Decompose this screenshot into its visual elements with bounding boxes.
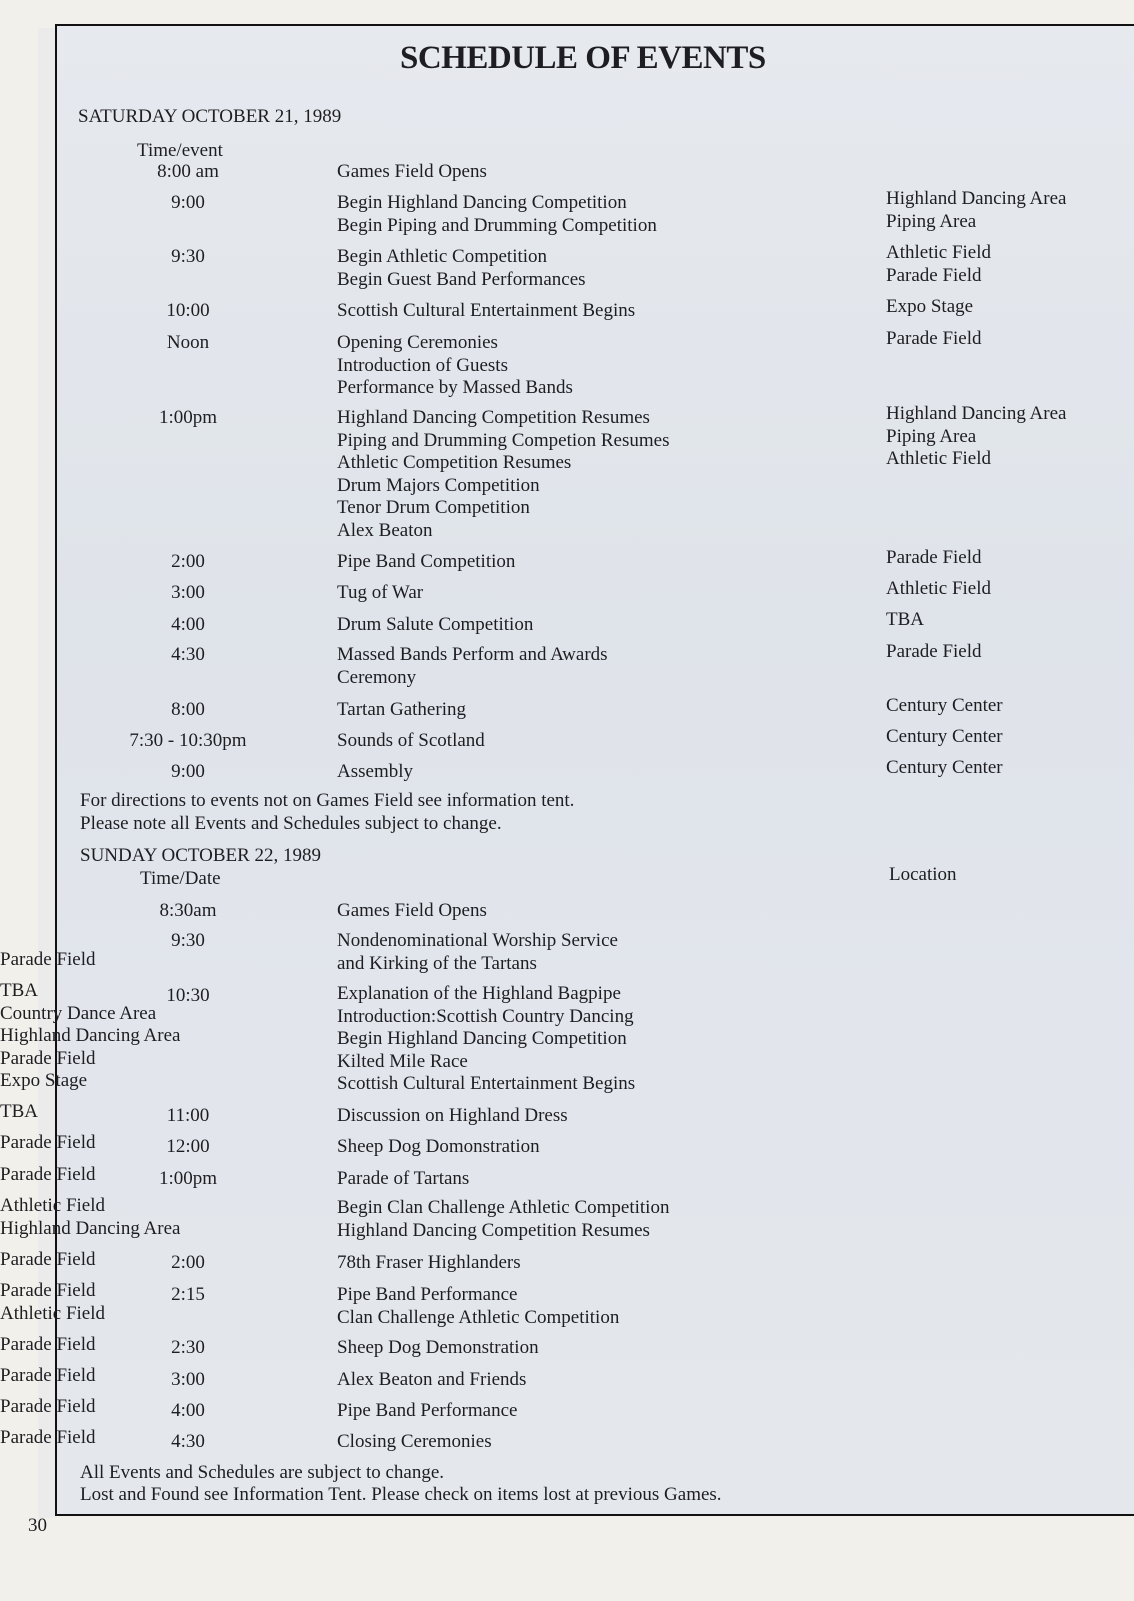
event-location: Highland Dancing Area: [0, 1217, 181, 1239]
event-name: Ceremony: [337, 666, 417, 688]
sunday-heading: SUNDAY OCTOBER 22, 1989: [80, 845, 322, 866]
event-name: Kilted Mile Race: [337, 1050, 468, 1072]
event-name: Scottish Cultural Entertainment Begins: [337, 1073, 636, 1094]
event-location: Expo Stage: [886, 296, 974, 317]
event-time: 9:30: [171, 246, 205, 267]
event-time: 10:30: [166, 985, 210, 1006]
event-time: 9:00: [171, 192, 205, 213]
event-time: 2:00: [171, 551, 205, 572]
event-location: Parade Field: [0, 1249, 96, 1270]
event-name: Discussion on Highland Dress: [337, 1105, 568, 1126]
event-location: Century Center: [886, 695, 1003, 716]
event-name: Introduction:Scottish Country Dancing: [337, 1005, 634, 1027]
event-time: 2:30: [171, 1337, 205, 1358]
saturday-note: Please note all Events and Schedules subject to change.: [80, 813, 502, 834]
event-name: Tenor Drum Competition: [337, 497, 530, 518]
event-time: 9:00: [171, 761, 205, 782]
event-location: Country Dance Area: [0, 1002, 157, 1024]
event-location: Piping Area: [886, 425, 977, 447]
event-name: Begin Clan Challenge Athletic Competition: [337, 1197, 670, 1218]
event-location: Athletic Field: [886, 242, 992, 263]
event-location: Parade Field: [0, 1280, 96, 1301]
event-location: Parade Field: [0, 949, 96, 970]
event-name: Assembly: [337, 761, 413, 782]
event-location: TBA: [0, 1101, 38, 1122]
event-name: Opening Ceremonies: [337, 332, 498, 353]
event-name: and Kirking of the Tartans: [337, 952, 537, 974]
event-time: Noon: [166, 332, 210, 353]
event-location: Parade Field: [0, 1132, 96, 1153]
event-name: Sheep Dog Domonstration: [337, 1136, 540, 1157]
event-name: Drum Salute Competition: [337, 614, 534, 635]
event-name: Games Field Opens: [337, 900, 487, 921]
event-time: 3:00: [171, 582, 205, 603]
event-name: Begin Highland Dancing Competition: [337, 1028, 627, 1049]
event-location: Highland Dancing Area: [0, 1025, 181, 1046]
event-location: Athletic Field: [0, 1195, 106, 1216]
event-location: TBA: [0, 980, 38, 1001]
event-time: 3:00: [171, 1369, 205, 1390]
event-location: Piping Area: [886, 210, 977, 232]
event-name: Alex Beaton and Friends: [337, 1369, 527, 1390]
event-time: 8:00: [171, 699, 205, 720]
event-location: Parade Field: [886, 328, 982, 349]
event-name: Parade of Tartans: [337, 1168, 470, 1189]
sunday-note: Lost and Found see Information Tent. Please check on items lost at previous Games.: [80, 1484, 722, 1505]
event-location: Highland Dancing Area: [886, 403, 1067, 424]
event-name: Performance by Massed Bands: [337, 377, 573, 398]
event-name: Highland Dancing Competition Resumes: [337, 1219, 650, 1241]
event-time: 7:30 - 10:30pm: [129, 730, 247, 751]
event-time: 4:30: [171, 1431, 205, 1452]
event-location: Expo Stage: [0, 1070, 88, 1091]
event-name: Begin Highland Dancing Competition: [337, 192, 627, 213]
event-location: Athletic Field: [0, 1302, 106, 1324]
event-name: Sheep Dog Demonstration: [337, 1337, 539, 1358]
event-name: Sounds of Scotland: [337, 730, 485, 751]
event-time: 12:00: [166, 1136, 210, 1157]
event-name: Highland Dancing Competition Resumes: [337, 407, 650, 428]
event-location: Parade Field: [886, 264, 982, 286]
event-name: Athletic Competition Resumes: [337, 452, 572, 473]
event-name: Scottish Cultural Entertainment Begins: [337, 300, 636, 321]
event-location: Athletic Field: [886, 448, 992, 469]
saturday-time-header: Time/event: [137, 140, 223, 161]
event-time: 1:00pm: [158, 1168, 218, 1189]
event-time: 4:00: [171, 614, 205, 635]
event-location: Parade Field: [0, 1365, 96, 1386]
page-number: 30: [28, 1515, 47, 1536]
event-location: Highland Dancing Area: [886, 188, 1067, 209]
event-time: 8:00 am: [157, 161, 219, 182]
event-time: 11:00: [166, 1105, 210, 1126]
event-name: Closing Ceremonies: [337, 1431, 492, 1452]
event-time: 10:00: [166, 300, 210, 321]
event-location: Parade Field: [0, 1334, 96, 1355]
event-name: Games Field Opens: [337, 161, 487, 182]
event-time: 1:00pm: [158, 407, 218, 428]
event-time: 4:00: [171, 1400, 205, 1421]
event-name: 78th Fraser Highlanders: [337, 1252, 521, 1273]
saturday-note: For directions to events not on Games Field see information tent.: [80, 790, 575, 811]
event-name: Nondenominational Worship Service: [337, 930, 618, 951]
sunday-note: All Events and Schedules are subject to change.: [80, 1462, 445, 1483]
event-name: Pipe Band Performance: [337, 1284, 518, 1305]
event-location: Parade Field: [0, 1047, 96, 1069]
event-location: Parade Field: [0, 1396, 96, 1417]
sunday-time-header: Time/Date: [140, 868, 221, 889]
event-time: 8:30am: [159, 900, 217, 921]
event-location: Parade Field: [0, 1427, 96, 1448]
event-time: 4:30: [171, 644, 205, 665]
event-name: Clan Challenge Athletic Competition: [337, 1306, 620, 1328]
event-name: Tug of War: [337, 582, 424, 603]
event-time: 2:00: [171, 1252, 205, 1273]
event-location: Parade Field: [0, 1164, 96, 1185]
event-location: Century Center: [886, 726, 1003, 747]
event-time: 2:15: [171, 1284, 205, 1305]
event-name: Drum Majors Competition: [337, 474, 540, 496]
event-location: Parade Field: [886, 547, 982, 568]
event-name: Alex Beaton: [337, 519, 433, 541]
event-name: Begin Athletic Competition: [337, 246, 548, 267]
event-name: Massed Bands Perform and Awards: [337, 644, 608, 665]
page-title: SCHEDULE OF EVENTS: [400, 40, 766, 76]
event-location: Century Center: [886, 757, 1003, 778]
event-name: Tartan Gathering: [337, 699, 466, 720]
event-name: Begin Piping and Drumming Competition: [337, 214, 657, 236]
event-time: 9:30: [171, 930, 205, 951]
event-name: Explanation of the Highland Bagpipe: [337, 983, 621, 1004]
event-name: Introduction of Guests: [337, 354, 508, 376]
event-name: Piping and Drumming Competion Resumes: [337, 429, 670, 451]
event-name: Begin Guest Band Performances: [337, 268, 586, 290]
event-name: Pipe Band Performance: [337, 1400, 518, 1421]
event-location: TBA: [886, 609, 924, 630]
sunday-location-header: Location: [889, 864, 957, 885]
event-name: Pipe Band Competition: [337, 551, 516, 572]
saturday-heading: SATURDAY OCTOBER 21, 1989: [78, 106, 342, 127]
event-location: Athletic Field: [886, 578, 992, 599]
event-location: Parade Field: [886, 641, 982, 662]
